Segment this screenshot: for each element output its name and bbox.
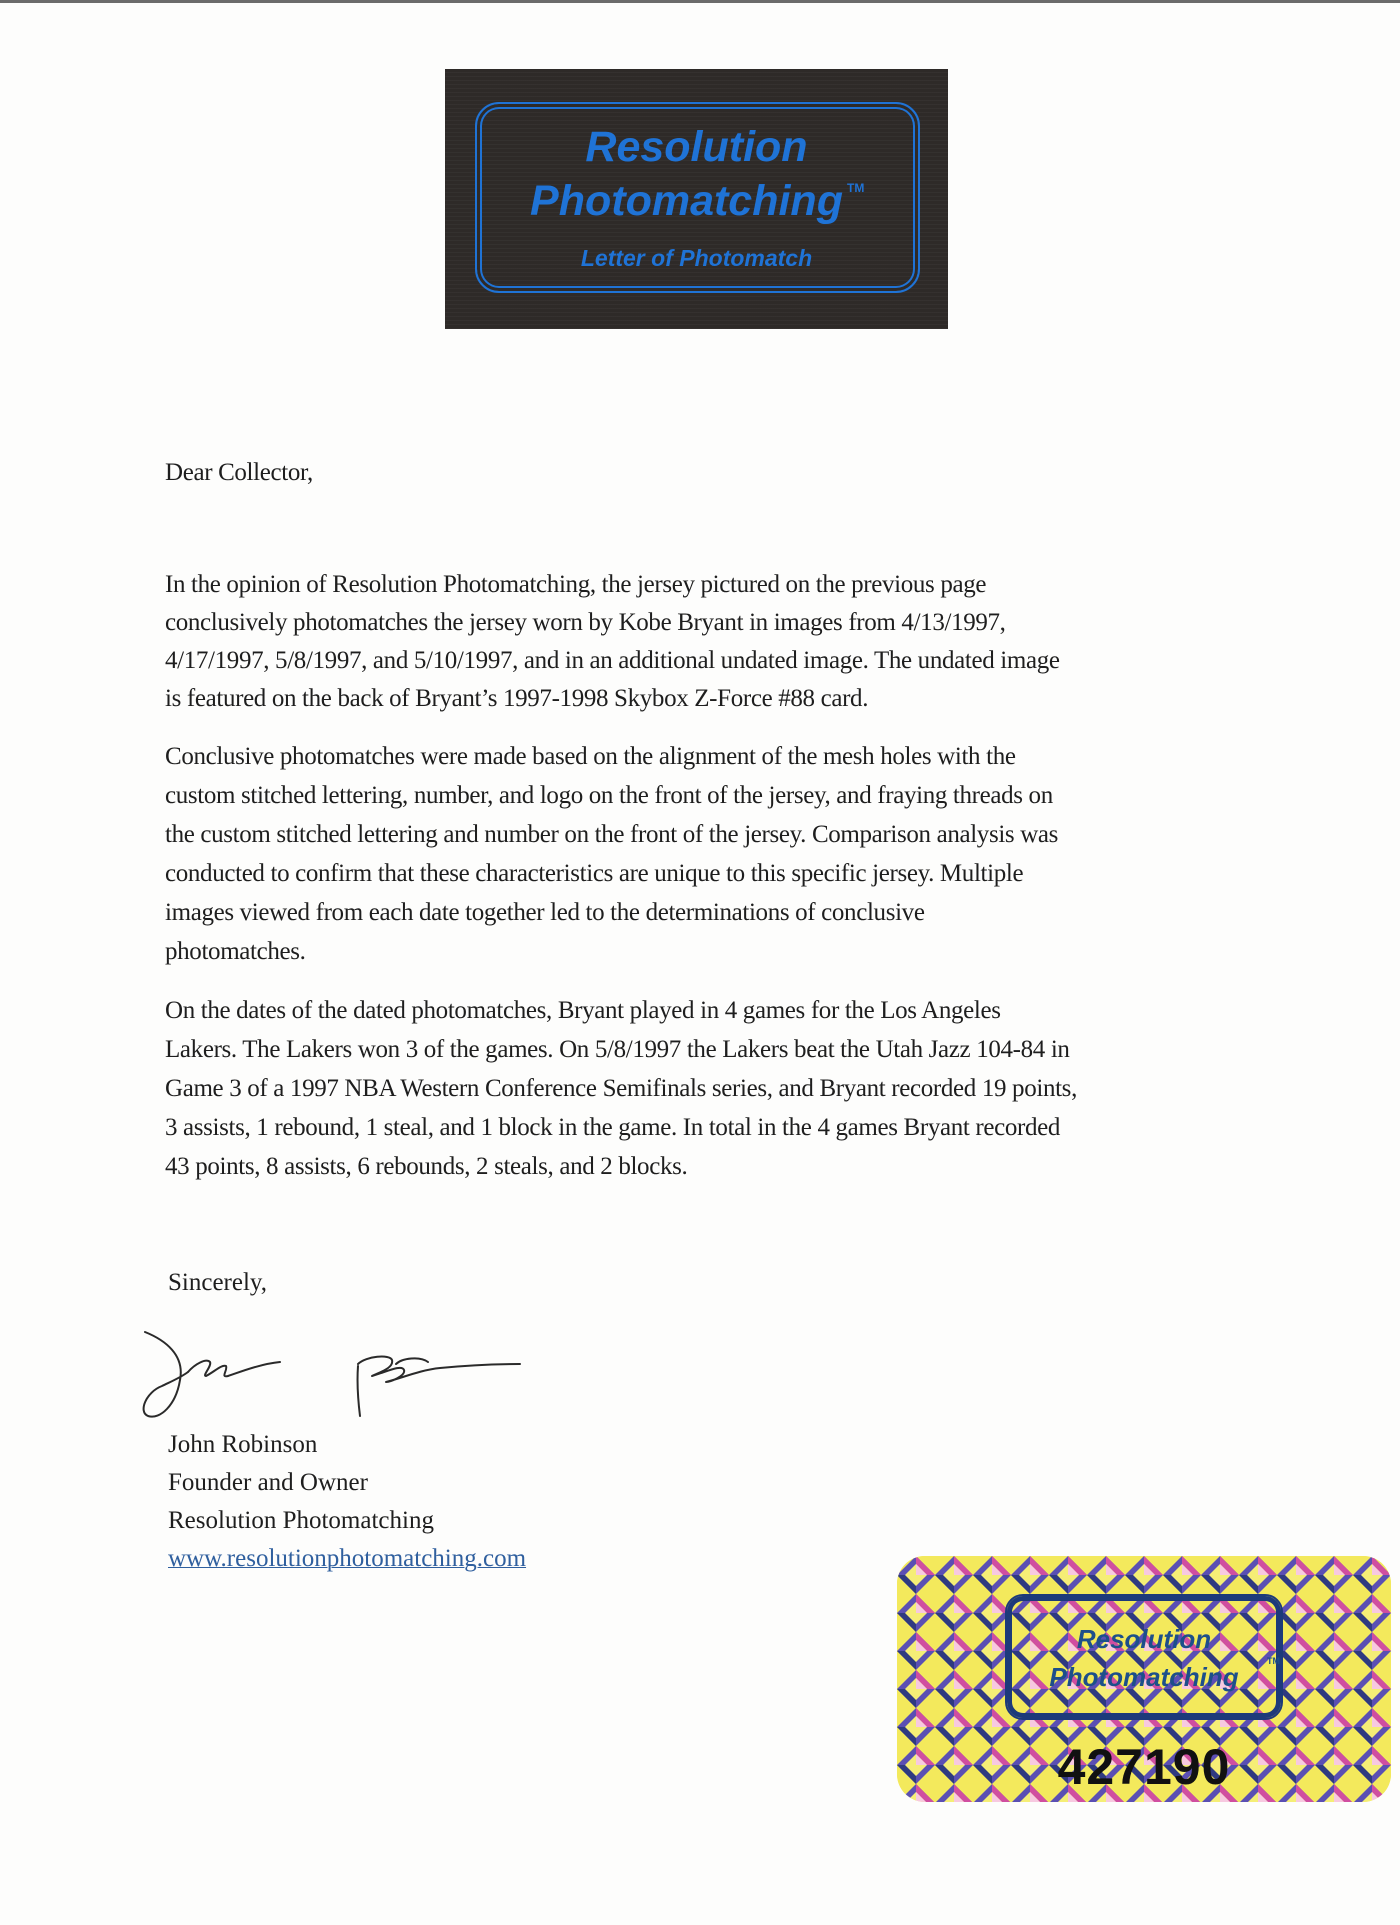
serial-number: 427190 [1057, 1739, 1231, 1795]
paragraph-line: Conclusive photomatches were made based on the alignment of the mesh holes with the [165, 743, 1016, 770]
logo-title-line1: Resolution [585, 123, 808, 171]
hologram-authentication-sticker [897, 1556, 1391, 1802]
sticker-logo-frame [1005, 1594, 1283, 1720]
sticker-title-line1: Resolution [1076, 1624, 1212, 1654]
page-top-edge [0, 0, 1400, 3]
paragraph-line: the custom stitched lettering and number on the front of the jersey. Comparison analysis was [165, 821, 1059, 848]
signer-company: Resolution Photomatching [168, 1507, 434, 1534]
paragraph-line: images viewed from each date together led to the determinations of conclusive [165, 899, 925, 926]
paragraph-line: conducted to confirm that these characteristics are unique to this specific jersey. Multiple [165, 860, 1024, 887]
logo-trademark: TM [847, 181, 865, 195]
paragraph-line: photomatches. [165, 938, 306, 965]
paragraph-line: 3 assists, 1 rebound, 1 steal, and 1 block in the game. In total in the 4 games Bryant recorded [165, 1114, 1060, 1141]
sticker-trademark: TM [1267, 1656, 1280, 1666]
paragraph-line: Lakers. The Lakers won 3 of the games. On 5/8/1997 the Lakers beat the Utah Jazz 104-84 in [165, 1036, 1070, 1063]
paragraph-line: Game 3 of a 1997 NBA Western Conference Semifinals series, and Bryant recorded 19 points, [165, 1075, 1077, 1102]
closing: Sincerely, [168, 1269, 268, 1296]
signer-title: Founder and Owner [168, 1469, 368, 1496]
website-link[interactable]: www.resolutionphotomatching.com [168, 1545, 527, 1572]
paragraph-line: 43 points, 8 assists, 6 rebounds, 2 steals, and 2 blocks. [165, 1153, 688, 1180]
paragraph-line: In the opinion of Resolution Photomatching, the jersey pictured on the previous page [165, 571, 987, 598]
handwritten-signature [140, 1320, 540, 1430]
paragraph-line: is featured on the back of Bryant’s 1997-1998 Skybox Z-Force #88 card. [165, 685, 869, 712]
paragraph-line: conclusively photomatches the jersey worn by Kobe Bryant in images from 4/13/1997, [165, 609, 1006, 636]
letterhead-logo [445, 69, 948, 329]
salutation: Dear Collector, [165, 459, 313, 486]
paragraph-line: On the dates of the dated photomatches, Bryant played in 4 games for the Los Angeles [165, 997, 1001, 1024]
signer-name: John Robinson [168, 1431, 318, 1458]
logo-subtitle: Letter of Photomatch [580, 245, 813, 271]
paragraph-line: 4/17/1997, 5/8/1997, and 5/10/1997, and in an additional undated image. The undated image [165, 647, 1060, 674]
paragraph-line: custom stitched lettering, number, and logo on the front of the jersey, and fraying threads on [165, 782, 1053, 809]
logo-title-line2: Photomatching [530, 177, 843, 225]
sticker-title-line2: Photomatching [1049, 1662, 1239, 1692]
